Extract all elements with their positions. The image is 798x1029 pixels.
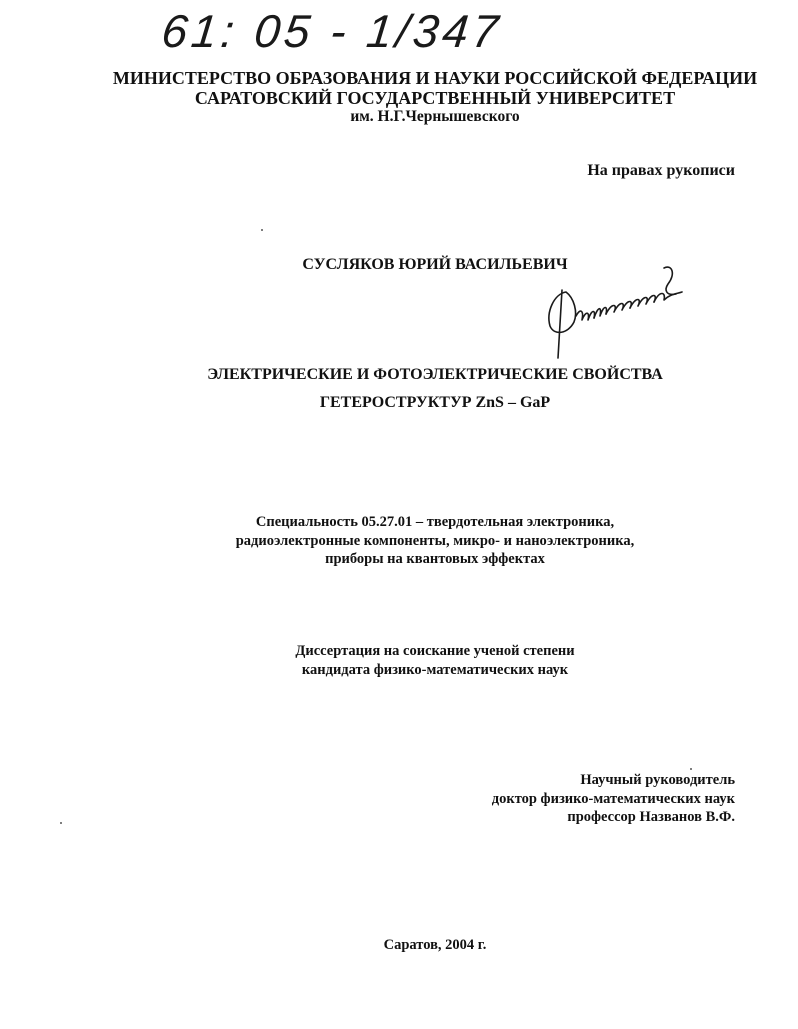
dissertation-title-line2: ГЕТЕРОСТРУКТУР ZnS – GaP [319, 394, 551, 411]
specialty-line1: Специальность 05.27.01 – твердотельная электроника, [255, 514, 615, 530]
advisor-name: профессор Названов В.Ф. [567, 809, 735, 825]
advisor-role: Научный руководитель [580, 772, 735, 788]
degree-line1: Диссертация на соискание ученой степени [295, 643, 575, 659]
university-named-after: им. Н.Г.Чернышевского [350, 108, 520, 125]
speck [690, 768, 692, 770]
degree-line2: кандидата физико-математических наук [301, 662, 569, 678]
advisor-degree: доктор физико-математических наук [491, 791, 735, 807]
speck [60, 822, 62, 824]
archive-number: 61: 05 - 1/347 [159, 5, 505, 57]
speck [261, 229, 263, 231]
author-signature [536, 254, 696, 366]
specialty-line3: приборы на квантовых эффектах [325, 551, 545, 567]
author-name: СУСЛЯКОВ ЮРИЙ ВАСИЛЬЕВИЧ [302, 256, 568, 273]
dissertation-title-line1: ЭЛЕКТРИЧЕСКИЕ И ФОТОЭЛЕКТРИЧЕСКИЕ СВОЙСТВА [207, 366, 663, 383]
ministry-name: МИНИСТЕРСТВО ОБРАЗОВАНИЯ И НАУКИ РОССИЙСКОЙ ФЕДЕРАЦИИ [112, 68, 758, 88]
specialty-line2: радиоэлектронные компоненты, микро- и наноэлектроника, [235, 533, 635, 549]
place-year: Саратов, 2004 г. [383, 937, 487, 953]
university-name: САРАТОВСКИЙ ГОСУДАРСТВЕННЫЙ УНИВЕРСИТЕТ [194, 88, 676, 108]
rights-note: На правах рукописи [587, 162, 735, 179]
